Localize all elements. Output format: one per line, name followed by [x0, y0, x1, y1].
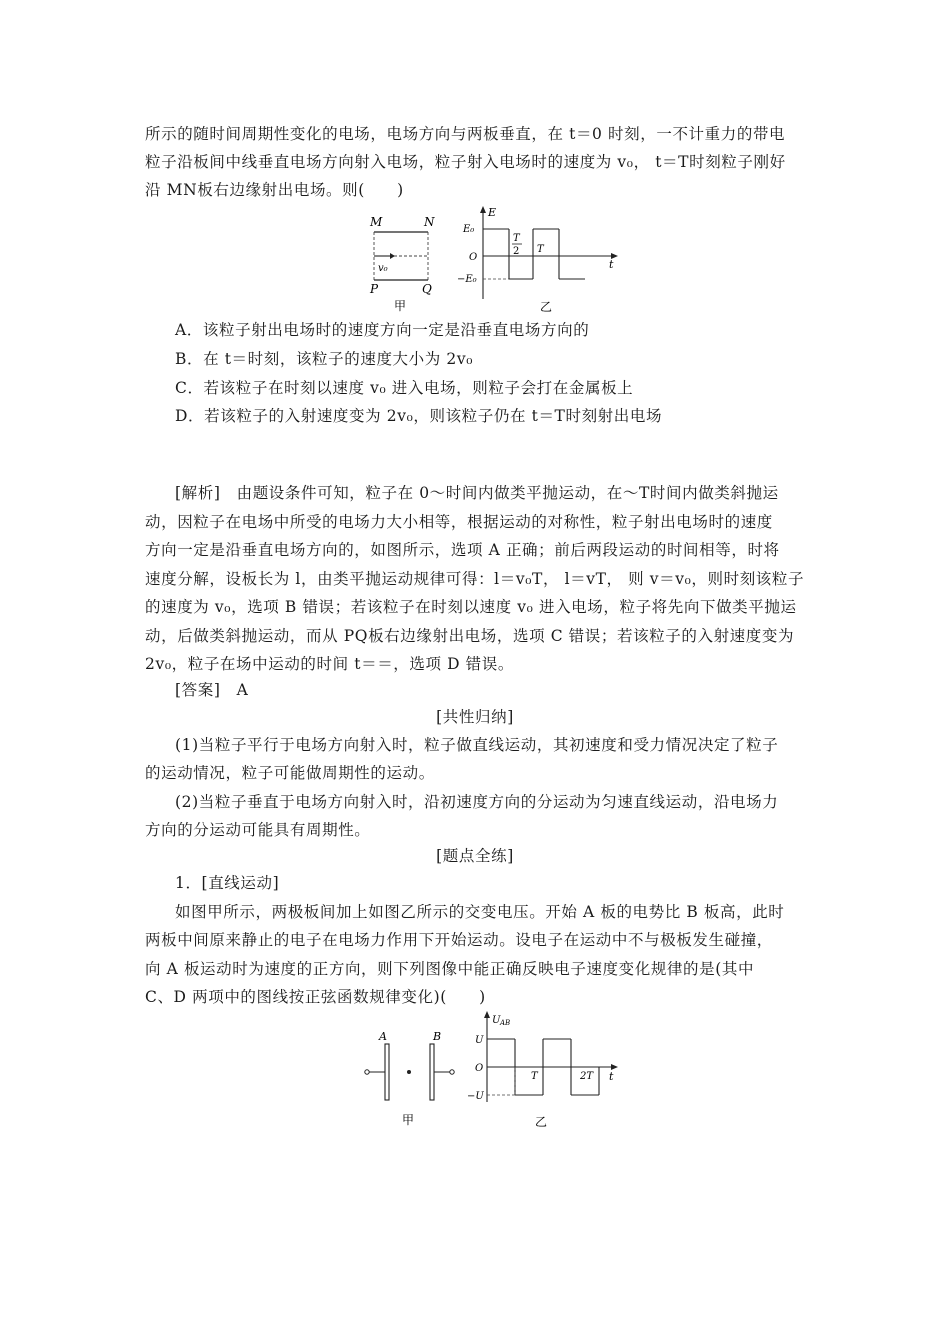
analysis-line-4: 速度分解，设板长为 l，由类平抛运动规律可得：l＝v₀T， l＝vT， 则 v＝v₀，则时刻该粒子 — [145, 570, 805, 588]
label-2t: 2T — [580, 1071, 594, 1082]
figure-1-plates — [360, 210, 445, 326]
analysis-line-6: 动，后做类斜抛运动，而从 PQ板右边缘射出电场，选项 C 错误；若该粒子的入射速度变为 — [145, 627, 795, 645]
option-a: A．该粒子射出电场时的速度方向一定是沿垂直电场方向的 — [175, 321, 590, 339]
summary-heading: [共性归纳] — [436, 708, 514, 726]
label-neg-u: −U — [467, 1091, 484, 1102]
figure-2-plates — [362, 1030, 462, 1139]
label-e0: E₀ — [463, 224, 475, 235]
practice-line-3: 向 A 板运动时为速度的正方向，则下列图像中能正确反映电子速度变化规律的是(其中 — [145, 960, 755, 978]
figure-1-efield-graph — [455, 203, 625, 327]
summary-line-3: (2)当粒子垂直于电场方向射入时，沿初速度方向的分运动为匀速直线运动，沿电场力 — [175, 793, 779, 811]
caption-yi-2: 乙 — [535, 1115, 548, 1128]
option-b: B．在 t＝时刻，该粒子的速度大小为 2v₀ — [175, 350, 474, 368]
figure-2-voltage-graph — [465, 1010, 625, 1132]
question-text-line-1: 所示的随时间周期性变化的电场，电场方向与两板垂直，在 t＝0 时刻，一不计重力的带电 — [145, 125, 786, 143]
analysis-line-7: 2v₀，粒子在场中运动的时间 t＝＝，选项 D 错误。 — [145, 655, 514, 673]
analysis-line-5: 的速度为 v₀，选项 B 错误；若该粒子在时刻以速度 v₀ 进入电场，粒子将先向下做类平抛运 — [145, 598, 797, 616]
plate-a — [385, 1044, 389, 1100]
velocity-arrow — [390, 253, 395, 259]
question-text-line-2: 粒子沿板间中线垂直电场方向射入电场，粒子射入电场时的速度为 v₀， t＝T时刻粒子刚好 — [145, 153, 786, 171]
label-n: N — [424, 215, 435, 229]
label-b: B — [433, 1030, 442, 1043]
summary-line-4: 方向的分运动可能具有周期性。 — [145, 821, 371, 839]
analysis-line-2: 动，因粒子在电场中所受的电场力大小相等，根据运动的对称性，粒子射出电场时的速度 — [145, 513, 773, 531]
label-t-2: T — [531, 1071, 538, 1082]
label-t-half-den: 2 — [513, 246, 520, 257]
axis-label-u: U — [492, 1015, 501, 1026]
label-m: M — [370, 215, 383, 229]
practice-heading: [题点全练] — [436, 847, 514, 865]
analysis-line-1: [解析] 由题设条件可知，粒子在 0～时间内做类平抛运动，在～T时间内做类斜抛运 — [175, 484, 779, 502]
label-t: T — [537, 244, 544, 255]
label-u: U — [475, 1035, 484, 1046]
label-v0: v₀ — [378, 263, 388, 274]
practice-line-1: 如图甲所示，两极板间加上如图乙所示的交变电压。开始 A 板的电势比 B 板高，此时 — [175, 903, 785, 921]
label-neg-e0: −E₀ — [457, 274, 477, 285]
practice-line-4: C、D 两项中的图线按正弦函数规律变化)( ) — [145, 988, 486, 1006]
practice-item-title: 1．[直线运动] — [175, 874, 280, 892]
plate-b — [430, 1044, 434, 1100]
axis-label-t: t — [609, 258, 614, 271]
caption-jia-2: 甲 — [402, 1113, 415, 1127]
label-origin-2: O — [475, 1063, 484, 1074]
option-d: D．若该粒子的入射速度变为 2v₀，则该粒子仍在 t＝T时刻射出电场 — [175, 407, 663, 425]
electron — [407, 1070, 411, 1074]
practice-line-2: 两板中间原来静止的电子在电场力作用下开始运动。设电子在运动中不与极板发生碰撞， — [145, 931, 773, 949]
label-origin: O — [469, 252, 478, 263]
axis-label-t-2: t — [609, 1070, 614, 1083]
axis-label-e: E — [488, 206, 497, 219]
label-p: P — [370, 282, 379, 296]
axis-label-u-sub: AB — [500, 1019, 511, 1027]
option-c: C．若该粒子在时刻以速度 v₀ 进入电场，则粒子会打在金属板上 — [175, 379, 634, 397]
label-t-half-num: T — [513, 233, 520, 244]
question-text-line-3: 沿 MN板右边缘射出电场。则( ) — [145, 181, 404, 199]
label-q: Q — [422, 282, 432, 296]
caption-yi: 乙 — [540, 300, 553, 314]
caption-jia: 甲 — [394, 299, 407, 313]
answer-line: [答案] A — [175, 681, 249, 699]
analysis-line-3: 方向一定是沿垂直电场方向的，如图所示，选项 A 正确；前后两段运动的时间相等，时将 — [145, 541, 780, 559]
label-a: A — [379, 1030, 387, 1043]
summary-line-1: (1)当粒子平行于电场方向射入时，粒子做直线运动，其初速度和受力情况决定了粒子 — [175, 736, 779, 754]
summary-line-2: 的运动情况，粒子可能做周期性的运动。 — [145, 764, 435, 782]
